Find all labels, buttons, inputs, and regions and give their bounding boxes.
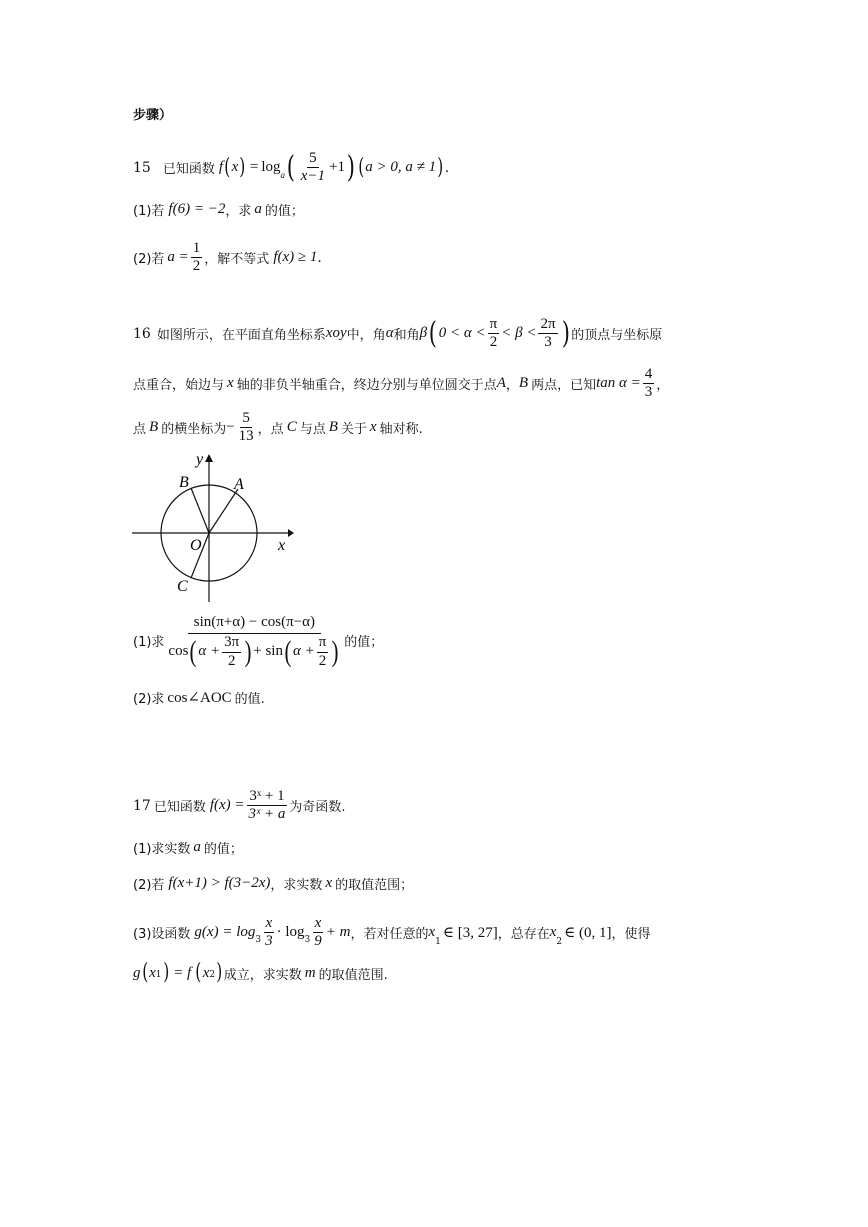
q15-end: .: [444, 159, 450, 176]
q15-p2-mid: ，解不等式: [204, 252, 270, 268]
q17-den: 3ˣ + a: [248, 806, 286, 823]
q17-intro: 已知函数: [153, 800, 206, 816]
q16-cond-2pi-den: 3: [544, 334, 552, 351]
unit-circle-figure: [128, 452, 298, 602]
q16-point-b: B: [518, 375, 529, 392]
q15-p1-suffix: ，求: [225, 204, 252, 219]
q17-p3-l2-x2: x: [202, 964, 210, 981]
label-c: C: [177, 578, 188, 595]
q17-intro-end: 为奇函数.: [289, 800, 346, 816]
q16-comma: ，: [505, 378, 519, 394]
q17-part3: [133, 915, 651, 951]
q15-frac-num: 5: [307, 150, 319, 168]
q15-p2-var: a =: [167, 249, 189, 266]
q16-p2-prefix: (2)求: [133, 692, 165, 707]
q17-statement: [133, 788, 346, 824]
q16-p1-prefix: (1)求: [133, 635, 165, 651]
q15-log: log: [261, 159, 281, 176]
q16-tan: tan α =: [596, 375, 641, 392]
q16-p1-den-cos: cos: [168, 643, 189, 660]
q17-p1: (1)求实数: [133, 842, 191, 857]
q17-p3-in1: ∈ [3, 27]: [442, 925, 498, 942]
q16-p2-end: 的值.: [234, 692, 265, 707]
q15-statement: 15 已知函数 f ( x ) = log $_a$ ( $\frac{5}{x-1}$ +1 ) ( a > 0, a ≠ 1 ) .: [133, 149, 450, 185]
q15-part1: [133, 200, 304, 219]
q17-p3-f1-num: x: [264, 915, 275, 933]
q16-point-a: A: [496, 375, 506, 392]
q17-p3-f2-num: x: [313, 915, 324, 933]
q16-cond-pi-den: 2: [489, 334, 498, 351]
q17-p3-mid1: ，若对任意的: [350, 927, 429, 943]
q16-cond-pi-num: π: [488, 316, 500, 334]
q17-p3-x1-sub: 1: [435, 936, 441, 947]
label-a: A: [234, 476, 244, 493]
q16-p1-fraction: [166, 612, 342, 670]
q16-cond-a: 0 < α <: [438, 325, 486, 342]
q15-fraction: [299, 150, 327, 186]
q16-p1-den-alpha: α +: [198, 643, 221, 660]
q15-p2-prefix: (2)若: [133, 252, 165, 268]
q16-line1: 16 如图所示，在平面直角坐标系 xoy 中，角 α 和角 β ( 0 < α < $\frac{\pi}{2}$ < β < $\frac{2\pi}{3}$ ) 的顶点与坐标原: [133, 315, 663, 351]
q16-line3-b-point2: B: [328, 419, 338, 436]
q16-line2-end: ，: [656, 378, 670, 394]
q16-cond-pi: [488, 316, 500, 352]
q16-alpha: α: [385, 325, 394, 342]
y-axis-arrow: [205, 454, 213, 462]
q17-p3-plus-m: + m: [325, 924, 351, 941]
q17-p3-base-2: 3: [304, 934, 311, 945]
q16-line3-e: 关于: [340, 422, 367, 438]
q17-p2-expr: f(x+1) > f(3−2x): [168, 875, 271, 891]
q16-line3-c-point: C: [286, 419, 297, 436]
q15-f: f: [218, 159, 224, 176]
q17-p3-in2: ∈ (0, 1]: [564, 925, 612, 942]
q17-p3-prefix: (3)设函数: [133, 927, 191, 943]
q16-p2-expr: cos∠AOC: [167, 690, 232, 706]
label-x: x: [278, 537, 286, 554]
q15-part2: [133, 240, 322, 276]
q17-p1-end: 的值；: [203, 842, 243, 857]
q16-x-axis-var: x: [227, 375, 234, 392]
q16-line3-c: ，点: [257, 422, 284, 438]
q17-p3-dot: · log: [276, 924, 305, 941]
q16-line3-b-point: B: [149, 419, 159, 436]
q16-number: 16: [133, 325, 151, 342]
q17-p3-l2-tail: 的取值范围.: [318, 967, 388, 983]
q17-p2-var: x: [325, 875, 333, 891]
q16-cond-b: < β <: [501, 325, 537, 342]
q17-p3-end: ，使得: [611, 927, 651, 943]
q15-log-base: a: [280, 169, 286, 180]
q16-part1: [133, 612, 383, 670]
q17-p2-prefix: (2)若: [133, 878, 165, 893]
q15-frac-den: x−1: [300, 168, 326, 185]
q15-p2-end: .: [317, 249, 322, 266]
x-axis-arrow: [288, 529, 294, 537]
ray-oa: [209, 489, 238, 533]
q15-p1-end: 的值；: [264, 204, 304, 219]
q16-cond-2pi-num: 2π: [538, 316, 557, 334]
q17-p3-l2-eq: = f: [173, 964, 192, 981]
q16-p1-den-plus-sin: + sin: [253, 643, 283, 660]
q17-p3-l2-x1-sub: 1: [155, 970, 162, 980]
label-y: y: [196, 452, 204, 468]
q16-text4: 的顶点与坐标原: [571, 328, 663, 344]
q16-bx-den: 13: [238, 428, 254, 445]
q17-num: 3ˣ + 1: [247, 788, 286, 806]
q16-line3-b: 的横坐标为: [161, 422, 227, 438]
q17-p3-l2-x2-sub: 2: [209, 970, 216, 980]
label-o: O: [190, 537, 202, 554]
q17-p2-end: 的取值范围；: [335, 878, 414, 893]
q15-condition: a > 0, a ≠ 1: [365, 159, 437, 176]
q16-p1-den-pi-den: 2: [318, 652, 327, 669]
q15-number: 15: [133, 159, 151, 176]
q16-minus: −: [226, 419, 235, 436]
q17-p1-var: a: [193, 839, 201, 855]
q17-p3-l2-end: 成立，求实数: [223, 967, 302, 983]
q17-p3-mid2: ，总存在: [497, 927, 550, 943]
q17-p3-x2-sub: 2: [556, 936, 563, 947]
q16-tan-frac: [643, 366, 655, 402]
q15-p1-var: a: [254, 201, 262, 217]
q16-p1-den: cos ( α + $\frac{3\pi}{2}$ ) + sin ( α + $\frac{\pi}{2}$ ): [168, 634, 339, 669]
q16-cond-2pi: [538, 316, 557, 352]
q17-p3-x1: x: [428, 924, 436, 941]
q16-line3: [133, 410, 423, 446]
q16-xoy: xoy: [325, 325, 347, 342]
q16-tan-den: 3: [644, 384, 653, 401]
q16-p1-den-alpha-2: α +: [292, 643, 315, 660]
q17-p2-mid: ，求实数: [270, 878, 323, 893]
q17-p3-x2: x: [549, 924, 557, 941]
q17-p3-f2-den: 9: [314, 933, 322, 950]
q16-line2-b: 轴的非负半轴重合，终边分别与单位圆交于点: [236, 378, 497, 394]
q16-tan-num: 4: [643, 366, 655, 384]
q15-p1-prefix: (1)若: [133, 204, 165, 219]
q16-line3-d: 与点: [299, 422, 326, 438]
q16-p1-den-pi-num: π: [317, 634, 329, 652]
q16-line3-a: 点: [133, 422, 147, 438]
q16-line2: [133, 366, 669, 402]
q16-p1-num: sin(π+α) − cos(π−α): [188, 612, 321, 634]
q16-bx-frac: [237, 410, 256, 446]
q17-part1: [133, 838, 243, 857]
q16-p1-end: 的值；: [344, 635, 384, 651]
q17-p3-f1-den: 3: [265, 933, 273, 950]
q16-text2: 中，角: [346, 328, 386, 344]
q15-plus-one: +1: [329, 159, 345, 176]
header-fragment: 步骤）: [133, 108, 173, 123]
q17-p3-l2-g: g: [133, 964, 141, 981]
q17-number: 17: [133, 797, 151, 814]
q15-p2-fraction: [191, 240, 203, 276]
q16-line3-f: 轴对称.: [379, 422, 423, 438]
q16-part2: [133, 688, 265, 707]
q15-x: x: [231, 159, 239, 176]
q15-intro: 已知函数: [162, 162, 215, 178]
q16-p1-den-3pi-den: 2: [227, 652, 236, 669]
q17-part2: [133, 874, 413, 893]
q16-line3-x-var: x: [369, 419, 377, 436]
q16-p1-den-3pi-num: 3π: [222, 634, 241, 652]
q15-eq: =: [249, 159, 259, 176]
q17-fraction: [247, 788, 288, 824]
q17-p3-l2-m: m: [304, 964, 316, 981]
q16-text3: 和角: [393, 328, 420, 344]
q17-p3-base: 3: [255, 934, 262, 945]
q15-p2-expr: f(x) ≥ 1: [273, 249, 318, 266]
ray-ob: [191, 488, 209, 533]
q16-line2-c: 两点，已知: [531, 378, 597, 394]
q15-p1-expr: f(6) = −2: [168, 201, 226, 217]
q15-p2-den: 2: [192, 258, 201, 275]
q17-p3-g: g(x) = log: [194, 924, 256, 941]
q17-p3-l2-x1: x: [149, 964, 156, 981]
label-b: B: [179, 474, 189, 491]
q17-part3-line2: g ( x 1 ) = f ( x 2 ) 成立，求实数 m 的取值范围.: [133, 960, 388, 985]
q15-p2-num: 1: [191, 240, 203, 258]
q16-bx-num: 5: [240, 410, 252, 428]
q16-text1: 如图所示，在平面直角坐标系: [156, 328, 326, 344]
q16-line2-a: 点重合，始边与: [133, 378, 225, 394]
q17-f: f(x) =: [209, 797, 245, 814]
q16-beta: β: [419, 325, 428, 342]
